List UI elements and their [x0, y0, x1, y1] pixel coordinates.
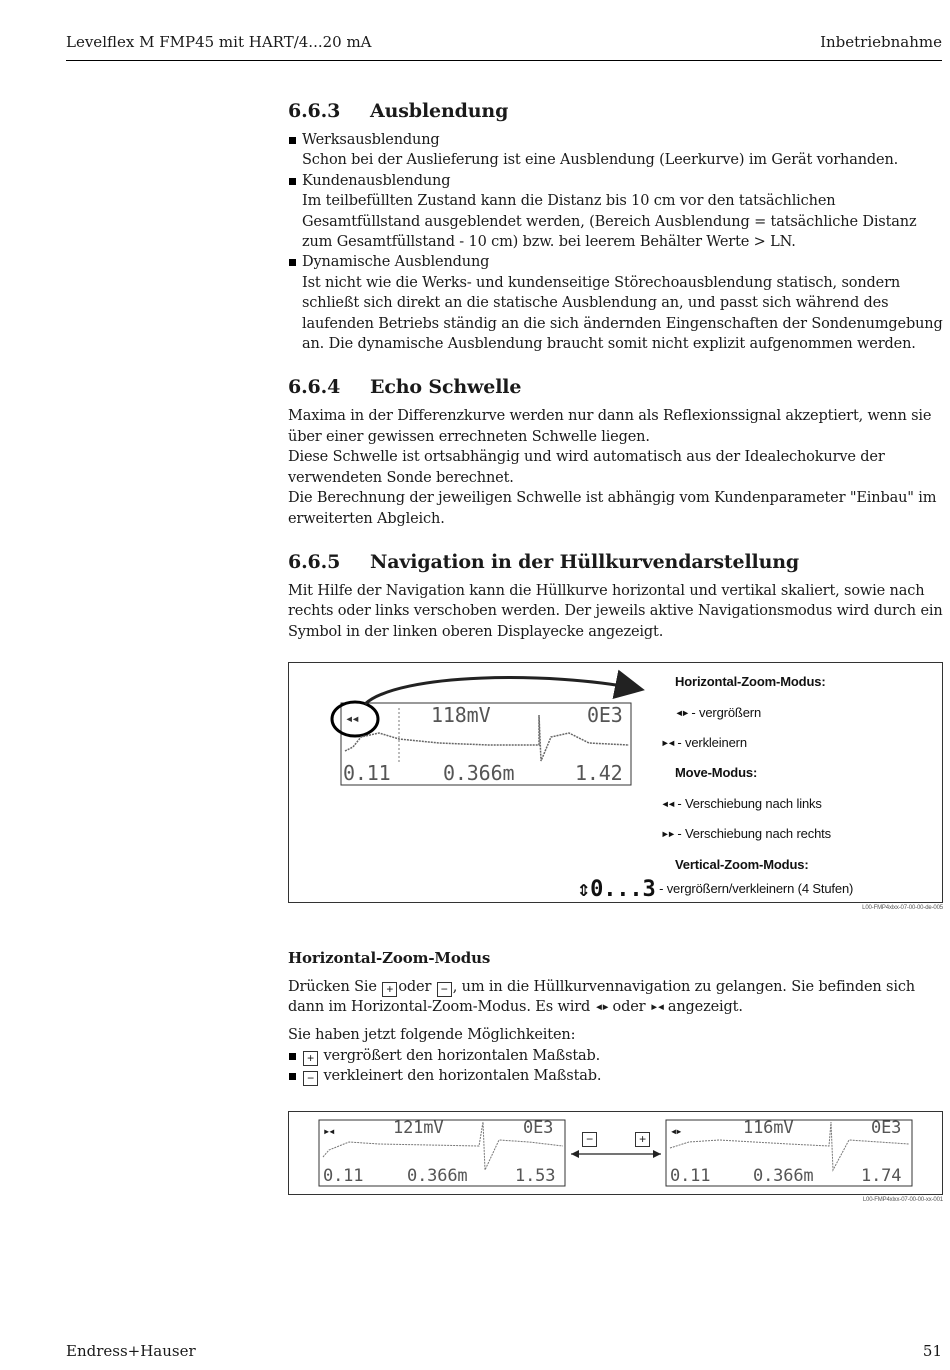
plus-key-icon: + — [303, 1051, 318, 1066]
lcd-start: 0.11 — [670, 1165, 711, 1186]
plus-key-icon: + — [635, 1132, 650, 1147]
ausblendung-list — [288, 130, 943, 354]
section-number: 6.6.5 — [288, 550, 341, 573]
list-item — [288, 252, 943, 354]
page-footer — [66, 1342, 942, 1360]
lcd-start: 0.11 — [343, 761, 391, 786]
lcd-end: 1.53 — [515, 1165, 556, 1186]
section-heading-navigation — [288, 549, 943, 575]
minus-key-icon: − — [303, 1071, 318, 1086]
item-text: Im teilbefüllten Zustand kann die Distanz bis 10 cm vor den tatsächlichen Gesamtfüllstand ausgeblendet werden, (Bereich Ausblendung = tatsächliche Distanz zum Gesamtfüllstand - 10 cm) bzw. bei leerem Behälter Werte > LN. — [302, 193, 917, 251]
section-number: 6.6.4 — [288, 376, 341, 399]
move-right-icon: ▸▸ — [661, 826, 674, 843]
minus-key-icon: − — [582, 1132, 597, 1147]
lcd-exponent: 0E3 — [587, 703, 623, 728]
legend-text: - Verschiebung nach links — [677, 795, 822, 811]
item-text: Ist nicht wie die Werks- und kundenseitige Störechoausblendung statisch, sondern schließt sich direkt an die statische Ausblendung an, und passt sich während des laufenden Betriebs ständig an die sich ändernden Eingenschaften der Sondenumgebung an. Die dynamische Ausblendung braucht somit nicht explizit aufgenommen werden. — [302, 274, 943, 353]
lcd-exponent: 0E3 — [871, 1117, 902, 1138]
zoom-out-icon: ▸◂ — [323, 1123, 334, 1138]
zoom-out-icon: ▸◂ — [661, 734, 674, 751]
paragraph: Maxima in der Differenzkurve werden nur dann als Reflexionssignal akzeptiert, wenn sie über einer gewissen errechneten Schwelle liegen. — [288, 408, 932, 445]
legend-heading: Move-Modus: — [675, 765, 758, 781]
item-title: Dynamische Ausblendung — [302, 254, 490, 271]
lcd-distance: 0.366m — [407, 1165, 468, 1186]
paragraph: Sie haben jetzt folgende Möglichkeiten: — [288, 1027, 576, 1044]
move-left-icon: ◂◂ — [661, 795, 674, 812]
section-number: 6.6.3 — [288, 100, 341, 122]
page-header — [66, 33, 942, 61]
section-title: Ausblendung — [370, 100, 509, 122]
lcd-end: 1.42 — [575, 761, 623, 786]
section-title: Echo Schwelle — [370, 376, 522, 399]
paragraph: Drücken Sie + oder − , um in die Hüllkurvennavigation zu gelangen. Sie befinden sich dann im Horizontal-Zoom-Modus. Es wird ◂▸ oder ▸◂ angezeigt. — [288, 978, 915, 1015]
section-heading-echo — [288, 374, 943, 400]
figure-id: L00-FMP4xlxx-07-00-00-xx-001 — [862, 1196, 943, 1203]
list-item — [288, 130, 943, 171]
lcd-exponent: 0E3 — [523, 1117, 554, 1138]
item-text: Schon bei der Auslieferung ist eine Ausblendung (Leerkurve) im Gerät vorhanden. — [302, 152, 899, 169]
zoom-in-icon: ◂▸ — [675, 704, 688, 721]
item-title: Kundenausblendung — [302, 172, 451, 189]
navigation-modes-figure — [288, 662, 943, 903]
plus-key-icon: + — [382, 982, 397, 997]
lcd-distance: 0.366m — [443, 761, 515, 786]
content — [288, 98, 943, 1204]
zoom-out-icon: ▸◂ — [649, 998, 664, 1015]
legend-text: - vergrößern — [691, 704, 762, 720]
pointer-arrow — [365, 678, 639, 704]
paragraph: Diese Schwelle ist ortsabhängig und wird automatisch aus der Idealechokurve der verwendeten Sonde berechnet. — [288, 449, 885, 486]
section-heading-ausblendung — [288, 98, 943, 124]
lcd-signal: 116mV — [743, 1117, 794, 1138]
legend-heading: Vertical-Zoom-Modus: — [675, 856, 809, 872]
zoom-in-icon: ◂▸ — [670, 1123, 681, 1138]
legend-heading: Horizontal-Zoom-Modus: — [675, 674, 826, 690]
figure-id: L00-FMP4xlxx-07-00-00-de-005 — [862, 905, 943, 912]
figure-graphics — [289, 1112, 942, 1194]
zoom-in-icon: ◂▸ — [594, 998, 609, 1015]
legend-text: - verkleinern — [677, 734, 747, 750]
item-title: Werksausblendung — [302, 132, 440, 148]
lcd-start: 0.11 — [323, 1165, 364, 1186]
move-left-icon: ◂◂ — [345, 711, 358, 728]
paragraph: Mit Hilfe der Navigation kann die Hüllkurve horizontal und vertikal skaliert, sowie nach rechts oder links verschoben werden. Der jeweils aktive Navigationsmodus wird durch ein Symbol in der linken oberen Displayecke angezeigt. — [288, 582, 943, 640]
options-list — [288, 1046, 943, 1087]
minus-key-icon: − — [437, 982, 452, 997]
paragraph: Die Berechnung der jeweiligen Schwelle ist abhängig vom Kundenparameter "Einbau" im erweiterten Abgleich. — [288, 490, 937, 527]
list-item: − verkleinert den horizontalen Maßstab. — [288, 1066, 943, 1086]
list-item: + vergrößert den horizontalen Maßstab. — [288, 1046, 943, 1066]
vertical-zoom-range: ⇕0...3 — [577, 876, 656, 902]
legend-text: - Verschiebung nach rechts — [677, 826, 831, 842]
list-item — [288, 171, 943, 253]
footer-brand: Endress+Hauser — [66, 1342, 196, 1360]
lcd-distance: 0.366m — [753, 1165, 814, 1186]
legend-text: - vergrößern/verkleinern (4 Stufen) — [659, 880, 854, 896]
section-title: Navigation in der Hüllkurvendarstellung — [370, 550, 800, 573]
subheading: Horizontal-Zoom-Modus — [288, 949, 491, 968]
header-product: Levelflex M FMP45 mit HART/4...20 mA — [66, 33, 372, 51]
lcd-end: 1.74 — [861, 1165, 902, 1186]
page-number: 51 — [922, 1342, 942, 1360]
zoom-example-figure — [288, 1111, 943, 1195]
lcd-signal: 121mV — [393, 1117, 444, 1138]
lcd-signal: 118mV — [431, 703, 491, 728]
header-chapter: Inbetriebnahme — [820, 33, 942, 51]
